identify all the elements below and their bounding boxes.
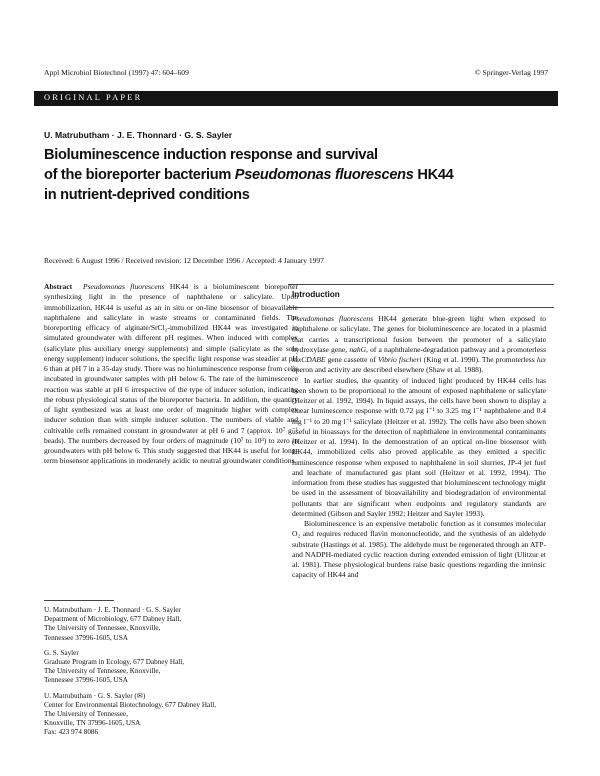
intro-p1-text-a: HK44 generate blue-green light when exposed to naphthalene or salicylate. The genes for bioluminescence are located in a plasmid that carries a transcriptional fusion between the promoter of a salicylate hydroxylase gene, [292, 314, 546, 354]
title-line-1: Bioluminescence induction response and survival [44, 147, 378, 163]
article-title [44, 145, 564, 205]
intro-organism: Pseudomonas fluorescens [292, 314, 374, 323]
address-line: Department of Microbiology, 677 Dabney Hall, [44, 615, 182, 624]
intro-p1-text-d: (King et al. 1990). The promoterless [421, 355, 537, 364]
intro-gene-lux: lux [536, 355, 546, 364]
address-line: Tennessee 37996-1605, USA [44, 633, 128, 642]
address-line: The University of Tennessee, [44, 710, 128, 719]
address-line: Center for Environmental Biotechnology, 677 Dabney Hall, [44, 700, 216, 709]
intro-bottom-rule [288, 307, 554, 308]
address-line: The University of Tennessee, Knoxville, [44, 624, 161, 633]
publisher-copyright: © Springer-Verlag 1997 [474, 68, 548, 77]
journal-citation: Appl Microbiol Biotechnol (1997) 47: 604–609 [44, 68, 189, 77]
title-line-2-pre: of the bioreporter bacterium [44, 167, 235, 183]
publication-dates: Received: 6 August 1996 / Received revision: 12 December 1996 / Accepted: 4 January 1997 [44, 256, 324, 265]
article-type-banner [34, 91, 558, 106]
abstract-text: HK44 is a bioluminescent bioreporter synthesizing light in the presence of naphthalene or salicylate. Upon immobilization, HK44 is useful as an in situ or on-line biosensor of bioavailable naphthalene and salicylate in waste streams or contaminated fields. The bioreporting efficacy of alginate/SrCl₂-immobilized HK44 was investigated in simulated groundwater with different pH regimes. When induced with complex (salicylate plus auxiliary energy supplements) and simple (salicylate as the sole energy supplement) inducer solutions, the specific light response was steadier at pH 6 than at pH 7 in a 35-day study. There was no bioluminescence response from cells incubated in groundwater samples with pH below 6. The rate of the luminescence reaction was stable at pH 6 irrespective of the type of inducer solution, indicating the robust physiological status of the bioreporter bacteria. In addition, the quantity of light synthesized was at least one order of magnitude higher with complex inducer solution than with simple inducer solution. The numbers of viable and cultivable cells remained constant in groundwater at pH 6 and 7 (approx. 10⁷ g⁻¹ beads). The numbers decreased by four orders of magnitude (10⁷ to 10³) to zero in groundwaters with pH below 6. This study suggested that HK44 is useful for long-term biosensor applications in moderately acidic to neutral groundwater conditions. [44, 282, 299, 466]
address-block [44, 649, 288, 686]
abstract-column [44, 282, 298, 467]
author-addresses [44, 606, 288, 744]
title-organism: Pseudomonas fluorescens [234, 167, 414, 183]
intro-paragraph-3: Bioluminescence is an expensive metabolic function as it consumes molecular O₂ and requires reduced flavin mononucleotide, and the synthesis of an aldehyde substrate (Hastings et al. 1985). The aldehyde must be regenerated through an ATP- and NADPH-mediated cyclic reaction during extended emission of light (Ulitzur et al. 1981). These physiological burdens raise basic questions regarding the intrinsic capacity of HK44 and [292, 519, 546, 580]
intro-gene-nahG: nahG [349, 344, 367, 354]
abstract-organism: Pseudomonas fluorescens [82, 282, 165, 291]
intro-top-rule [288, 284, 554, 285]
intro-paragraph-1 [292, 314, 546, 376]
address-block [44, 606, 288, 643]
address-line: Tennessee 37996-1605, USA [44, 676, 128, 685]
author-list: U. Matrubutham · J. E. Thonnard · G. S. Sayler [44, 130, 233, 140]
introduction-heading: Introduction [292, 290, 340, 299]
intro-p1-text-b: , of a naphthalene-degradation pathway and a promoterless [366, 344, 547, 354]
introduction-column [292, 314, 546, 581]
abstract [44, 282, 298, 467]
address-divider [44, 600, 114, 601]
address-line: Fax: 423 974 8086 [44, 728, 99, 737]
abstract-label: Abstract [44, 282, 73, 291]
address-line: Graduate Program in Ecology, 677 Dabney Hall, [44, 658, 185, 667]
intro-paragraph-2: In earlier studies, the quantity of induced light produced by HK44 cells has been shown to be proportional to the amount of exposed naphthalene or salicylate (Heitzer et al. 1992, 1994). In liquid assays, the cells have been shown to display a linear luminescence response with 0.72 µg l⁻¹ to 3.25 mg l⁻¹ naphthalene and 0.4 mg l⁻¹ to 20 mg l⁻¹ salicylate (Heitzer et al. 1992). The cells have also been shown useful in bioassays for the detection of naphthalene in environmental contaminants (Heitzer et al. 1994). In the demonstration of an optical on-line biosensor with HK44, immobilized cells also proved applicable as they emitted a specific luminescence response when exposed to naphthalene in soil slurries, JP-4 jet fuel and leachate of manufactured gas plant soil (Heitzer et al. 1992, 1994). The information from these studies has suggested that bioluminescent technology might be used in the assessment of bioavailability and biodegradation of environmental pollutants that are significant when endpoints and regulatory standards are determined (Gibson and Sayler 1992; Heitzer and Sayler 1993). [292, 375, 546, 518]
article-type-label: ORIGINAL PAPER [44, 93, 143, 102]
intro-gene-luxCDABE: luxCDABE [292, 355, 326, 364]
address-names: U. Matrubutham · J. E. Thonnard · G. S. Sayler [44, 606, 181, 614]
intro-organism-vibrio: Vibrio fischeri [378, 355, 422, 364]
title-line-2-post: HK44 [413, 167, 454, 183]
intro-p1-text-e: operon and activity are described elsewhere (Shaw et al. 1988). [292, 365, 484, 375]
title-line-3: in nutrient-deprived conditions [44, 187, 250, 203]
address-block [44, 692, 288, 738]
address-names: U. Matrubutham · G. S. Sayler (✉) [44, 691, 146, 700]
address-line: The University of Tennessee, Knoxville, [44, 667, 161, 676]
address-names: G. S. Sayler [44, 648, 79, 657]
address-line: Knoxville, TN 37996-1605, USA [44, 719, 141, 728]
intro-p1-text-c: gene cassette of [325, 355, 379, 364]
